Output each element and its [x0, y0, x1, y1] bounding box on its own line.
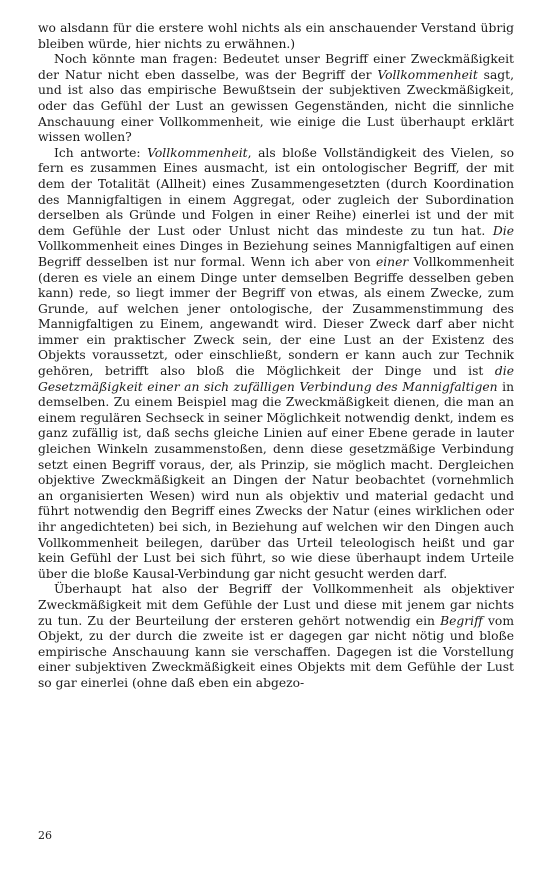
- page-number: 26: [38, 829, 52, 842]
- paragraph: [38, 52, 514, 146]
- italic-text: einer: [375, 254, 409, 269]
- italic-text: Vollkommenheit: [377, 67, 478, 82]
- text-run: sagt, und ist also das empirische Bewußtsein der subjektiven Zweckmäßigkeit, oder das Gefühl der Lust an gewissen Gegenständen, nicht die sinnliche Anschauung einer Vollkommenheit, wie einige die Lust überhaupt erklärt wissen wollen?: [38, 67, 514, 145]
- body-text: [38, 21, 514, 692]
- italic-text: Begriff: [440, 613, 483, 628]
- text-run: Überhaupt hat also der Begriff der Vollkommenheit als objektiver Zweckmäßigkeit mit dem Gefühle der Lust und diese mit jenem gar nichts zu tun. Zu der Beurteilung der ersteren gehört notwendig ein: [38, 582, 514, 628]
- paragraph: [38, 21, 514, 52]
- text-run: Noch könnte man fragen: Bedeutet unser Begriff einer Zweckmäßigkeit der Natur nicht eben dasselbe, was der Begriff der: [38, 52, 514, 82]
- text-run: Ich antworte:: [54, 145, 148, 160]
- italic-text: die Gesetzmäßigkeit einer an sich zufälligen Verbindung des Mannigfaltigen: [38, 364, 514, 394]
- paragraph: [38, 146, 514, 583]
- italic-text: Vollkommenheit: [147, 145, 248, 160]
- paragraph: [38, 582, 514, 691]
- italic-text: Die: [492, 223, 514, 238]
- text-run: Vollkommenheit (deren es viele an einem Dinge unter demselben Begriffe desselben geben kann) rede, so liegt immer der Begriff von etwas, als einem Zwecke, zum Grunde, auf welchen jener ontologische, der Zusammenstimmung des Mannigfaltigen zu Einem, angewandt wird. Dieser Zweck darf aber nicht immer ein praktischer Zweck sein, der eine Lust an der Existenz des Objekts voraussetzt, oder einschließt, sondern er kann auch zur Technik gehören, betrifft also bloß die Möglichkeit der Dinge und ist: [38, 254, 515, 379]
- text-run: Vollkommenheit eines Dinges in Beziehung seines Mannigfaltigen auf einen Begriff desselben ist nur formal. Wenn ich aber von: [38, 239, 514, 269]
- text-run: wo alsdann für die erstere wohl nichts als ein anschauender Verstand übrig bleiben würde, hier nichts zu erwähnen.): [38, 21, 514, 51]
- text-run: vom Objekt, zu der durch die zweite ist er dagegen gar nicht nötig und bloße empirische Anschauung kann sie verschaffen. Dagegen ist die Vorstellung einer subjektiven Zweckmäßigkeit eines Objekts mit dem Gefühle der Lust so gar einerlei (ohne daß eben ein abgezo-: [38, 613, 514, 690]
- text-run: in demselben. Zu einem Beispiel mag die Zweckmäßigkeit dienen, die man an einem regulären Sechseck in seiner Möglichkeit notwendig denkt, indem es ganz zufällig ist, daß sechs gleiche Linien auf einer Ebene gerade in lauter gleichen Winkeln zusammenstoßen, denn diese gesetzmäßige Verbindung setzt einen Begriff voraus, der, als Prinzip, sie möglich macht. Dergleichen objektive Zweckmäßigkeit an Dingen der Natur beobachtet (vornehmlich an organisierten Wesen) wird nun als objektiv und material gedacht und führt notwendig den Begriff eines Zwecks der Natur (eines wirklichen oder ihr angedichteten) bei sich, in Beziehung auf welchen wir den Dingen auch Vollkommenheit beilegen, darüber das Urteil teleologisch heißt und gar kein Gefühl der Lust bei sich führt, so wie diese überhaupt indem Urteile über die bloße Kausal-Verbindung gar nicht gesucht werden darf.: [38, 379, 514, 581]
- text-run: , als bloße Vollständigkeit des Vielen, so fern es zusammen Eines ausmacht, ist ein ontologischer Begriff, der mit dem der Totalität (Allheit) eines Zusammengesetzten (durch Koordination des Mannigfaltigen in einem Aggregat, oder zugleich der Subordination derselben als Gründe und Folgen in einer Reihe) einerlei ist und der mit dem Gefühle der Lust oder Unlust nicht das mindeste zu tun hat.: [38, 145, 515, 238]
